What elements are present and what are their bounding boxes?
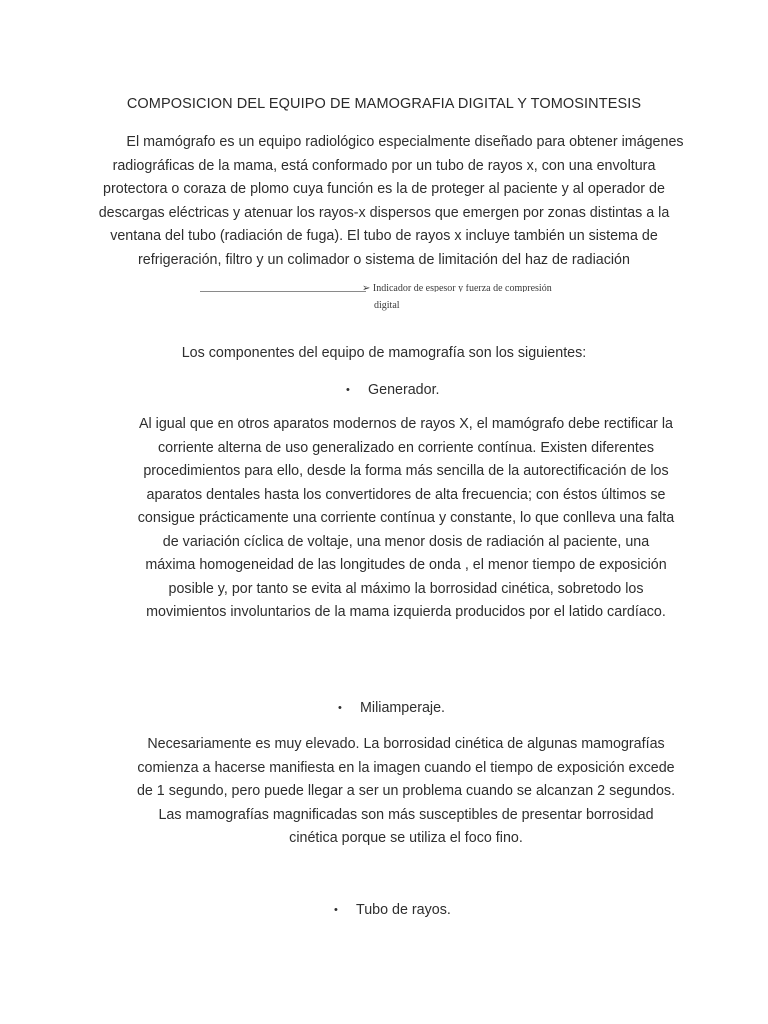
- bullet-heading: Generador.: [368, 382, 440, 398]
- fragment-rule-line: [200, 291, 366, 292]
- bullet-dot-icon: •: [346, 384, 350, 396]
- bullet-heading: Miliamperaje.: [360, 700, 446, 716]
- intro-paragraph: [80, 131, 688, 272]
- bullet-item-miliamperaje: [338, 700, 445, 716]
- bullet-heading: Tubo de rayos.: [356, 902, 451, 918]
- miliamperaje-paragraph: [136, 733, 676, 851]
- bullet-item-generador: [346, 382, 440, 398]
- bullet-item-tubo-de-rayos: [334, 902, 451, 918]
- components-intro: Los componentes del equipo de mamografía son los siguientes:: [181, 345, 587, 361]
- intro-paragraph-text: El mamógrafo es un equipo radiológico especialmente diseñado para obtener imágenes radiográficas de la mama, está conformado por un tubo de rayos x, con una envoltura protectora o coraza de plomo cuya función es la de proteger al paciente y al operador de descargas eléctricas y atenuar los rayos-x dispersos que emergen por zonas distintas a la ventana del tubo (radiación de fuga). El tubo de rayos x incluye también un sistema de refrigeración, filtro y un colimador o sistema de limitación del haz de radiación: [98, 134, 684, 268]
- miliamperaje-paragraph-text: Necesariamente es muy elevado. La borrosidad cinética de algunas mamografías comienza a hacerse manifiesta en la imagen cuando el tiempo de exposición excede de 1 segundo, pero puede llegar a ser un problema cuando se alcanzan 2 segundos. Las mamografías magnificadas son más susceptibles de presentar borrosidad cinética porque se utiliza el foco fino.: [136, 736, 676, 846]
- fragment-text-line-1: ➢ Indicador de espesor y fuerza de compresión: [362, 284, 552, 292]
- overlapping-fragment: [200, 284, 600, 314]
- generador-paragraph: [136, 413, 676, 625]
- bullet-dot-icon: •: [334, 904, 338, 916]
- document-title: COMPOSICION DEL EQUIPO DE MAMOGRAFIA DIGITAL Y TOMOSINTESIS: [126, 96, 642, 112]
- bullet-dot-icon: •: [338, 702, 342, 714]
- generador-paragraph-text: Al igual que en otros aparatos modernos de rayos X, el mamógrafo debe rectificar la corriente alterna de uso generalizado en corriente contínua. Existen diferentes procedimientos para ello, desde la forma más sencilla de la autorectificación de los aparatos dentales hasta los convertidores de alta frecuencia; con éstos últimos se consigue prácticamente una corriente contínua y constante, lo que conlleva una falta de variación cíclica de voltaje, una menor dosis de radiación al paciente, una máxima homogeneidad de las longitudes de onda , el menor tiempo de exposición posible y, por tanto se evita al máximo la borrosidad cinética, sobretodo los movimientos involuntarios de la mama izquierda producidos por el latido cardíaco.: [137, 416, 675, 620]
- fragment-text-line-2: digital: [374, 300, 400, 311]
